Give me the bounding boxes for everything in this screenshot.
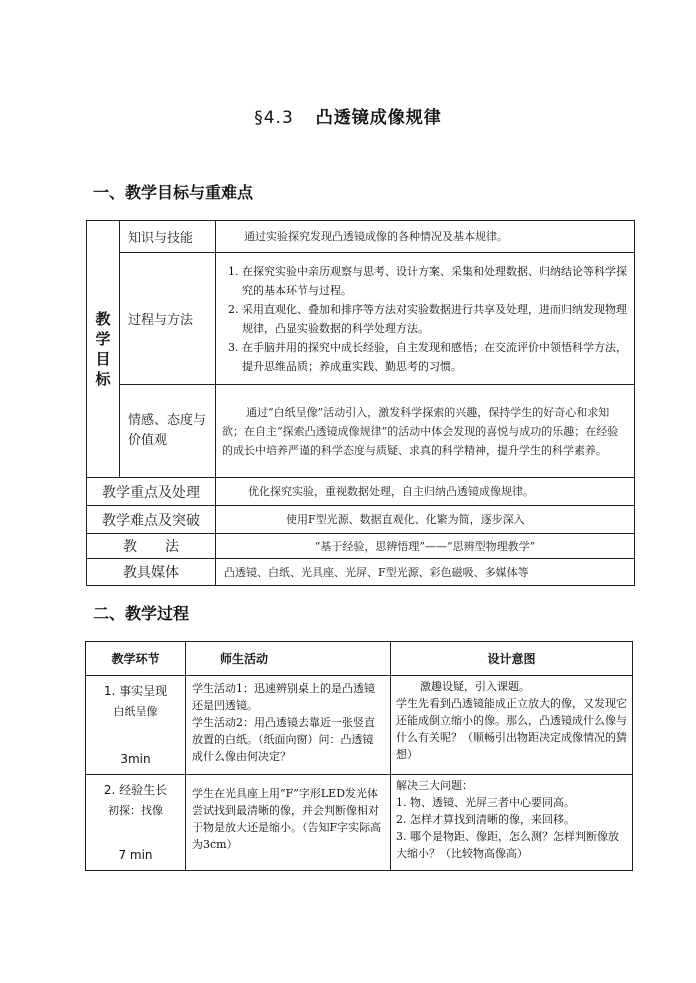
table-row [86,775,633,871]
page-title [0,103,696,128]
activity-text: 学生在光具座上用“F”字形LED发光体尝试找到最清晰的像，并会判断像相对于物是放大还是缩小。（告知F字实际高为3cm） [186,775,391,871]
title-text: 凸透镜成像规律 [315,108,442,128]
knowledge-label: 知识与技能 [120,221,216,253]
design-text: 激趣设疑，引入课题。 学生先看到凸透镜能成正立放大的像，又发现它还能成倒立缩小的像。那么，凸透镜成什么像与什么有关呢？（顺畅引出物距决定成像情况的猜想） [391,676,633,775]
knowledge-text: 通过实验探究发现凸透镜成像的各种情况及基本规律。 [216,221,635,253]
header-design: 设计意图 [391,642,633,676]
section-number: §4.3 [254,108,294,128]
header-step: 教学环节 [86,642,186,676]
list-item: 3. 在手脑并用的探究中成长经验，自主发现和感悟；在交流评价中领悟科学方法，提升思维品质；养成重实践、勤思考的习惯。 [242,338,628,376]
header-activity: 师生活动 [186,642,391,676]
list-item: 1. 在探究实验中亲历观察与思考、设计方案、采集和处理数据、归纳结论等科学探究的基本环节与过程。 [242,262,628,300]
emotion-label: 情感、态度与 价值观 [120,385,216,478]
objectives-group-label: 教 学 目 标 [87,221,120,478]
method-label: 教 法 [87,534,216,559]
step-cell [86,676,186,775]
method-text: “基于经验，思辨悟理”——“思辨型物理教学” [216,534,635,559]
step-title: 1. 事实呈现 [103,684,168,698]
difficulty-text: 使用F型光源、数据直观化、化繁为简，逐步深入 [216,506,635,534]
activity-text: 学生活动1：迅速辨别桌上的是凸透镜还是凹透镜。 学生活动2：用凸透镜去靠近一张竖直放置的白纸。（纸面向窗）问：凸透镜成什么像由何决定？ [186,676,391,775]
design-cell [391,775,633,871]
key-text: 优化探究实验，重视数据处理，自主归纳凸透镜成像规律。 [216,478,635,506]
list-item: 2. 采用直观化、叠加和排序等方法对实验数据进行共享及处理，进而归纳发现物理规律，凸显实验数据的科学处理方法。 [242,300,628,338]
media-label: 教具媒体 [87,559,216,586]
step-time: 7 min [118,848,153,862]
list-item: 1. 物、透镜、光屏三者中心要同高。 [396,796,575,809]
objectives-table [86,220,635,586]
heading-objectives: 一、教学目标与重难点 [93,183,254,202]
process-table [85,641,633,871]
key-label: 教学重点及处理 [87,478,216,506]
design-list [396,794,627,862]
step-title: 2. 经验生长 [103,783,168,797]
heading-process: 二、教学过程 [93,604,190,623]
difficulty-label: 教学难点及突破 [87,506,216,534]
process-cell [216,253,635,385]
table-row [86,676,633,775]
step-cell [86,775,186,871]
step-time: 3min [120,752,151,766]
emotion-text: 通过“白纸呈像”活动引入，激发科学探索的兴趣，保持学生的好奇心和求知欲；在自主“探索凸透镜成像规律”的活动中体会发现的喜悦与成功的乐趣；在经验的成长中培养严谨的科学态度与质疑、求真的科学精神，提升学生的科学素养。 [216,385,635,478]
design-title: 解决三大问题： [396,779,473,792]
process-label: 过程与方法 [120,253,216,385]
step-subtitle: 白纸呈像 [113,705,158,718]
process-list [216,258,634,380]
step-subtitle: 初探：找像 [108,804,163,817]
list-item: 2. 怎样才算找到清晰的像，来回移。 [396,813,575,826]
media-text: 凸透镜、白纸、光具座、光屏、F型光源、彩色磁吸、多媒体等 [216,559,635,586]
list-item: 3. 哪个是物距、像距，怎么测？怎样判断像放大缩小？（比较物高像高） [396,830,619,860]
